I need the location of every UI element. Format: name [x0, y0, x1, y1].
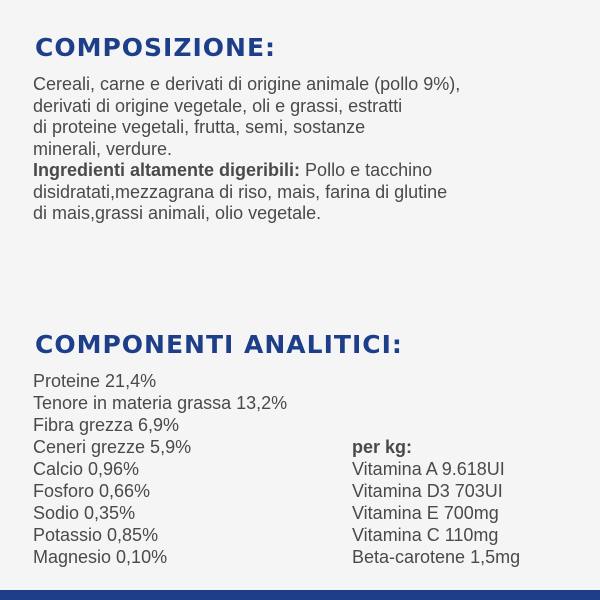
digestible-line: disidratati,mezzagrana di riso, mais, farina di glutine [33, 181, 448, 202]
analytics-item: Tenore in materia grassa 13,2% [33, 393, 288, 413]
composition-line: minerali, verdure. [33, 138, 173, 159]
analytics-heading: COMPONENTI ANALITICI: [35, 330, 403, 359]
per-kg-item: Vitamina A 9.618UI [352, 459, 505, 479]
analytics-list [33, 370, 287, 568]
per-kg-item: Vitamina E 700mg [352, 503, 499, 523]
composition-line: Cereali, carne e derivati di origine animale (pollo 9%), [33, 74, 461, 94]
per-kg-item: Vitamina D3 703UI [352, 481, 503, 501]
analytics-item: Fosforo 0,66% [33, 481, 151, 501]
analytics-item: Fibra grezza 6,9% [33, 415, 180, 435]
per-kg-item: Vitamina C 110mg [352, 525, 499, 545]
bottom-bar [0, 590, 600, 600]
per-kg-label: per kg: [352, 437, 413, 457]
composition-line: derivati di origine vegetale, oli e grassi, estratti [33, 95, 403, 116]
digestible-ingredients-line [33, 160, 583, 182]
composition-paragraph [33, 74, 583, 225]
analytics-item: Sodio 0,35% [33, 503, 136, 523]
composition-heading: COMPOSIZIONE: [35, 33, 277, 62]
analytics-item: Magnesio 0,10% [33, 547, 168, 567]
analytics-item: Calcio 0,96% [33, 459, 140, 479]
digestible-label: Ingredienti altamente digeribili: [33, 160, 301, 180]
digestible-line: di mais,grassi animali, olio vegetale. [33, 203, 322, 223]
per-kg-item: Beta-carotene 1,5mg [352, 547, 521, 567]
analytics-item: Potassio 0,85% [33, 525, 159, 545]
analytics-item: Ceneri grezze 5,9% [33, 437, 192, 457]
per-kg-list [352, 436, 520, 568]
analytics-item: Proteine 21,4% [33, 371, 157, 391]
composition-line: di proteine vegetali, frutta, semi, sostanze [33, 117, 366, 137]
digestible-text: Pollo e tacchino [300, 160, 433, 180]
